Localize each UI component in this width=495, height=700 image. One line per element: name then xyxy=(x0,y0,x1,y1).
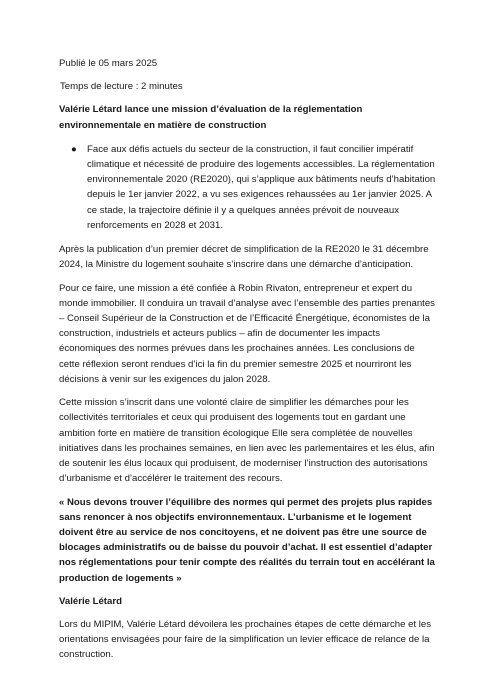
bullet-icon: ● xyxy=(71,143,77,155)
paragraph-closing: Lors du MIPIM, Valérie Létard dévoilera les prochaines étapes de cette démarche et les orientations envisagées pour faire de la simplification un levier efficace de relance de la construction. xyxy=(59,619,432,661)
quote-author: Valérie Létard xyxy=(59,595,122,607)
article-title: Valérie Létard lance une mission d’évaluation de la réglementation environnementale en matière de construction xyxy=(59,104,363,131)
minister-quote: « Nous devons trouver l’équilibre des normes qui permet des projets plus rapides sans renoncer à nos objectifs environnementaux. L’urbanisme et le logement doivent être au service de nos concitoyens, et ne doivent pas être une source de blocages administratifs ou de baisse du pouvoir d’achat. Il est essentiel d’adapter nos réglementations pour tenir compte des réalités du terrain tout en accélérant la production de logements » xyxy=(59,496,435,584)
bullet-text: Face aux défis actuels du secteur de la construction, il faut concilier impératif climatique et nécessité de produire des logements accessibles. La réglementation environnementale 2020 (RE2020), qui s’applique aux bâtiments neufs d’habitation depuis le 1er janvier 2022, a vu ses exigences rehaussées au 1er janvier 2025. A ce stade, la trajectoire définie il y a quelques années prévoit de nouveaux renforcements en 2028 et 2031. xyxy=(87,143,436,231)
reading-time: Temps de lecture : 2 minutes xyxy=(60,81,183,93)
paragraph-simplification: Cette mission s’inscrit dans une volonté claire de simplifier les démarches pour les collectivités territoriales et ceux qui produisent des logements tout en gardant une ambition forte en matière de transition écologique Elle sera complétée de nouvelles initiatives dans les prochaines semaines, en lien avec les parlementaires et les élus, afin de soutenir les élus locaux qui produisent, de moderniser l’instruction des autorisations d’urbanisme et d’accélérer le traitement des recours. xyxy=(59,397,435,485)
bullet-list xyxy=(59,142,437,233)
list-item xyxy=(71,142,437,233)
publication-date: Publié le 05 mars 2025 xyxy=(59,58,158,69)
paragraph-intro: Après la publication d’un premier décret de simplification de la RE2020 le 31 décembre 2024, la Ministre du logement souhaite s’inscrire dans une démarche d’anticipation. xyxy=(59,244,429,271)
paragraph-mission: Pour ce faire, une mission a été confiée à Robin Rivaton, entrepreneur et expert du monde immobilier. Il conduira un travail d’analyse avec l’ensemble des parties prenantes – Conseil Supérieur de la Construction et de l’Efficacité Énergétique, économistes de la construction, industriels et acteurs publics – afin de documenter les impacts économiques des normes prévues dans les prochaines années. Les conclusions de cette réflexion seront rendues d’ici la fin du premier semestre 2025 et nourriront les décisions à venir sur les exigences du jalon 2028. xyxy=(59,282,435,385)
